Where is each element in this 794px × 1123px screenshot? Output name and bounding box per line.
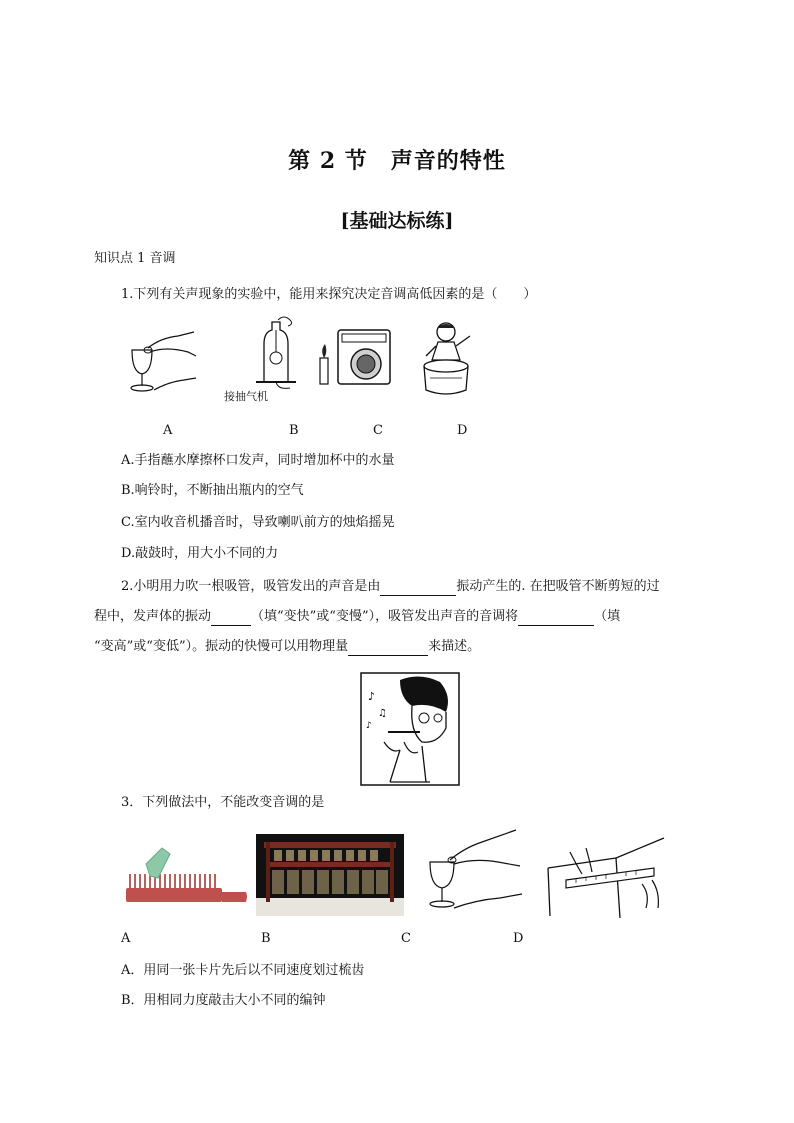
q3-option-a: A．用同一张卡片先后以不同速度划过梳齿 (121, 963, 365, 978)
q1-label-b: B (289, 423, 299, 438)
q1-option-d: D.敲鼓时，用大小不同的力 (121, 546, 279, 561)
q2-blank-3[interactable] (518, 611, 594, 626)
q2-line1-part-a: 2.小明用力吹一根吸管，吸管发出的声音是由 (121, 579, 381, 594)
q2-line2-part-a: 程中，发声体的振动 (94, 609, 212, 624)
q1-figure-b-bell-jar (248, 318, 308, 390)
q3-figure-d-ruler-table (546, 828, 666, 920)
q1-option-b: B.响铃时，不断抽出瓶内的空气 (121, 483, 304, 498)
q1-label-c: C (373, 423, 383, 438)
q2-line-3 (94, 638, 480, 656)
q1-label-a: A (163, 423, 173, 438)
q2-line-1 (121, 578, 660, 596)
q1-stem: 1.下列有关声现象的实验中，能用来探究决定音调高低因素的是（ ） (121, 287, 537, 302)
q3-figure-c-wine-glass (420, 828, 524, 916)
svg-text:♪: ♪ (366, 721, 372, 731)
q2-line2-part-c: （填 (594, 609, 621, 624)
vacuum-pump-caption: 接抽气机 (224, 390, 268, 403)
q1-figure-a-wine-glass (118, 322, 198, 394)
page-title: 第 2 节 声音的特性 (288, 148, 506, 174)
q2-blank-4[interactable] (348, 641, 428, 656)
q3-label-a: A (121, 931, 131, 946)
q1-figure-c-radio-candle (316, 328, 396, 388)
q2-blank-1[interactable] (380, 581, 456, 596)
q3-label-b: B (261, 931, 271, 946)
q3-figure-b-chime-bells (256, 834, 404, 916)
q2-line3-part-a: “变高”或“变低”）。振动的快慢可以用物理量 (94, 639, 349, 654)
q3-figure-a-comb (124, 834, 250, 914)
q3-option-b: B．用相同力度敲击大小不同的编钟 (121, 993, 326, 1008)
q3-label-c: C (401, 931, 411, 946)
q2-figure-boy-blowing-straw (360, 672, 460, 786)
q2-line1-part-b: 振动产生的. 在把吸管不断剪短的过 (456, 579, 660, 594)
q2-line-2 (94, 608, 620, 626)
q1-option-a: A.手指蘸水摩擦杯口发声，同时增加杯中的水量 (121, 453, 395, 468)
q3-stem: 3．下列做法中，不能改变音调的是 (121, 795, 325, 810)
q1-figure-d-drummer (416, 320, 478, 396)
q2-line2-part-b: （填“变快”或“变慢”），吸管发出声音的音调将 (251, 609, 519, 624)
q1-label-d: D (457, 423, 468, 438)
q2-line3-part-b: 来描述。 (428, 639, 481, 654)
q2-blank-2[interactable] (211, 611, 251, 626)
q3-label-d: D (513, 931, 524, 946)
section-subtitle: [基础达标练] (340, 210, 454, 232)
svg-text:♪: ♪ (368, 690, 376, 703)
knowledge-point-heading: 知识点 1 音调 (94, 251, 176, 266)
svg-text:♫: ♫ (378, 708, 387, 719)
q1-option-c: C.室内收音机播音时，导致喇叭前方的烛焰摇晃 (121, 515, 395, 530)
